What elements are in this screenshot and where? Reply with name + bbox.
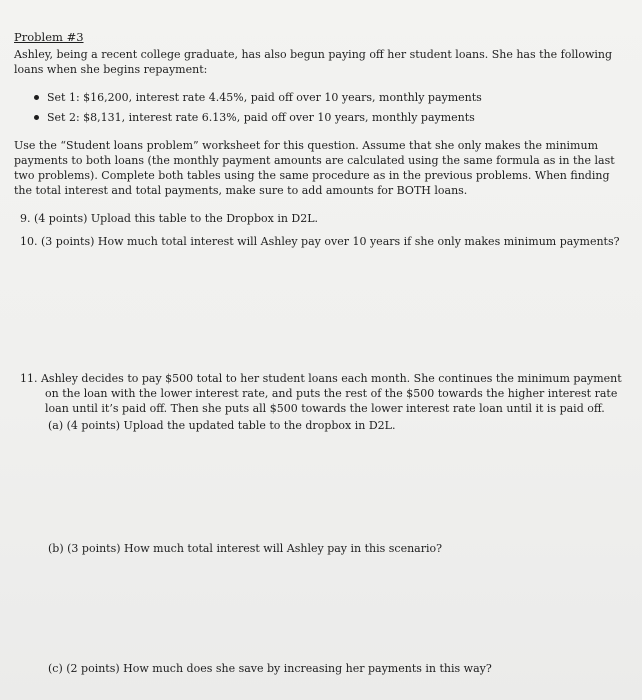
loan-text-1: Set 1: $16,200, interest rate 4.45%, paid off over 10 years, monthly payments (47, 91, 482, 104)
bullet-icon (34, 115, 39, 120)
instructions-line-4: the total interest and total payments, make sure to add amounts for BOTH loans. (14, 184, 468, 197)
question-9: 9. (4 points) Upload this table to the Dropbox in D2L. (20, 212, 319, 225)
problem-title: Problem #3 (14, 30, 84, 44)
loan-item-1 (34, 91, 482, 104)
bullet-icon (34, 95, 39, 100)
instructions-line-2: payments to both loans (the monthly payment amounts are calculated using the same formula as in the last (14, 154, 615, 167)
loan-text-2: Set 2: $8,131, interest rate 6.13%, paid off over 10 years, monthly payments (47, 111, 475, 124)
question-11-line-1: 11. Ashley decides to pay $500 total to her student loans each month. She continues the minimum payment (20, 372, 622, 385)
question-11c: (c) (2 points) How much does she save by increasing her payments in this way? (48, 662, 492, 675)
question-11b: (b) (3 points) How much total interest will Ashley pay in this scenario? (48, 542, 443, 555)
intro-line-1: Ashley, being a recent college graduate, has also begun paying off her student loans. She has the following (14, 48, 613, 61)
question-11-line-3: loan until it’s paid off. Then she puts all $500 towards the lower interest rate loan until it is paid off. (45, 402, 605, 415)
intro-line-2: loans when she begins repayment: (14, 63, 208, 76)
question-11a: (a) (4 points) Upload the updated table to the dropbox in D2L. (48, 419, 396, 432)
loan-item-2 (34, 111, 475, 124)
question-11-line-2: on the loan with the lower interest rate, and puts the rest of the $500 towards the higher interest rate (45, 387, 618, 400)
question-10: 10. (3 points) How much total interest will Ashley pay over 10 years if she only makes minimum payments? (20, 235, 620, 248)
instructions-line-3: two problems). Complete both tables using the same procedure as in the previous problems. When finding (14, 169, 610, 182)
instructions-line-1: Use the “Student loans problem” worksheet for this question. Assume that she only makes the minimum (14, 139, 598, 152)
